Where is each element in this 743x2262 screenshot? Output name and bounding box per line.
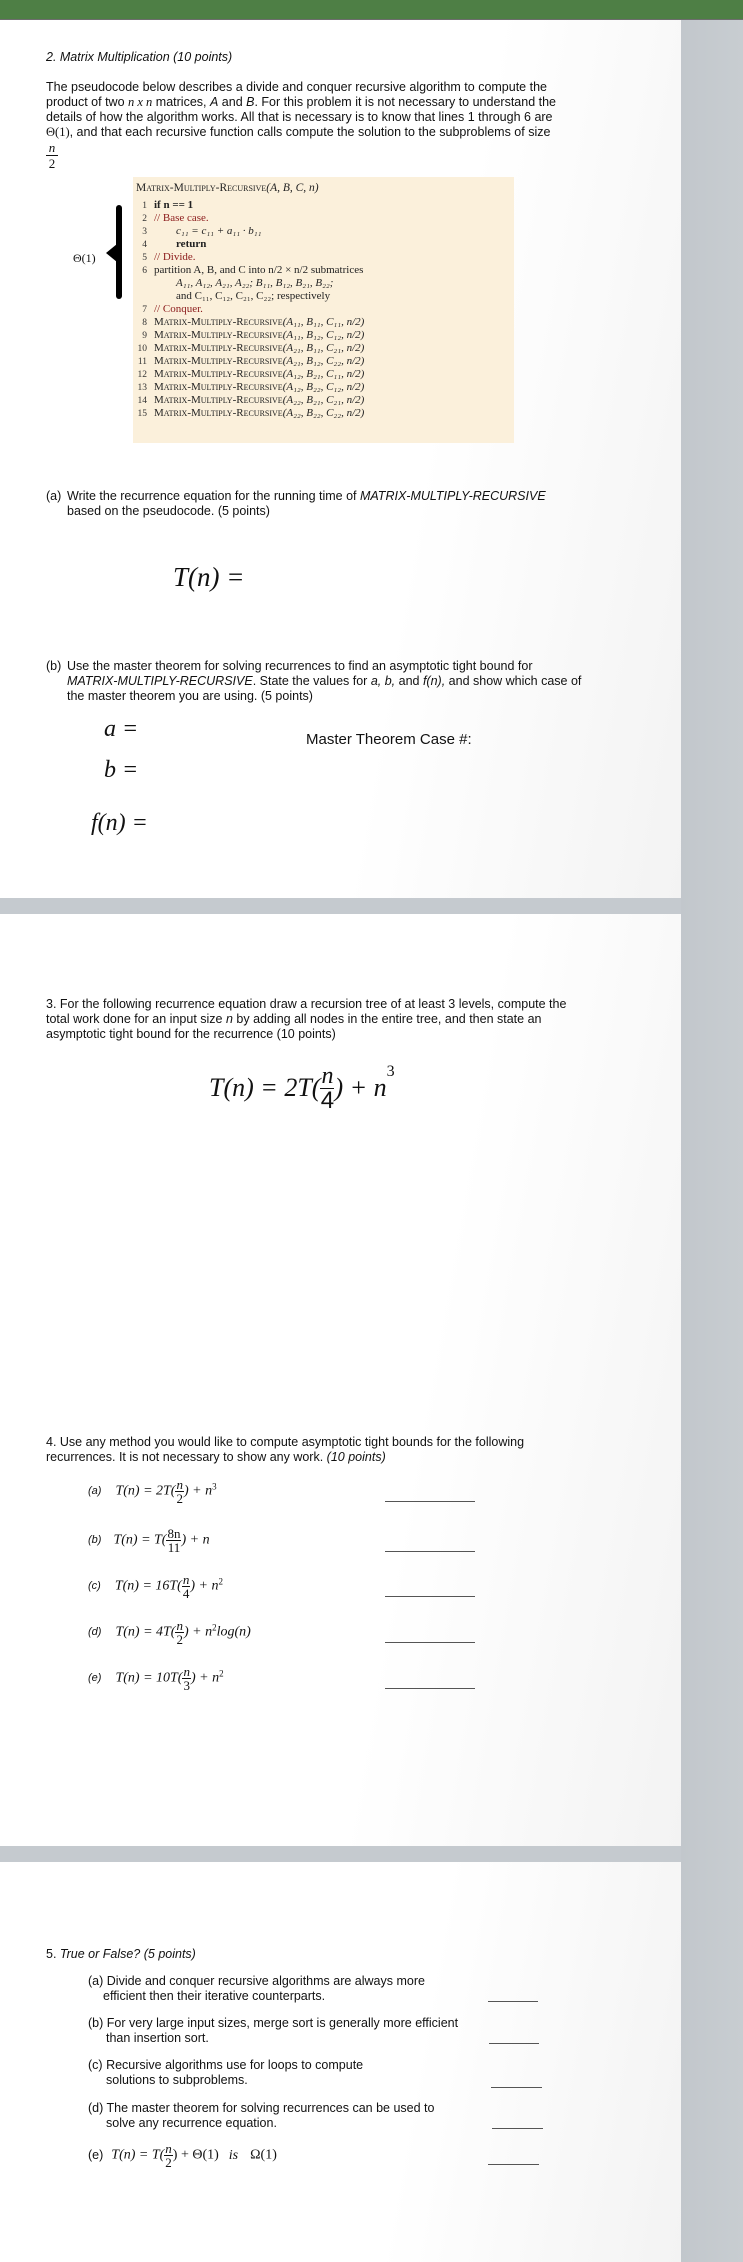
q2b-text: Use the master theorem for solving recurrences to find an asymptotic tight bound for MATRIX-MULTIPLY-RECURSIVE. State the values for a, b, and f(n), and show which case of the master theorem you are using. (5 points) (67, 659, 582, 703)
q5-title: 5. True or False? (5 points) (46, 1947, 196, 1961)
top-bar (0, 0, 743, 20)
q4-answer-blank-c[interactable] (385, 1596, 475, 1597)
side-panel (681, 20, 743, 2262)
code-line-6c: and C₁₁, C₁₂, C₂₁, C₂₂; respectively (176, 290, 331, 302)
q2-intro-line3: details of how the algorithm works. All that is necessary is to know that lines 1 through 6 are (46, 110, 553, 124)
page-1 (0, 20, 681, 898)
q2b-a-eq: a = (104, 716, 139, 742)
q3-text: 3. For the following recurrence equation draw a recursion tree of at least 3 levels, compute the total work done for an input size n by adding all nodes in the entire tree, and then state an asymptotic tight bound for the recurrence (10 points) (46, 997, 567, 1041)
code-title: Matrix-Multiply-Recursive(A, B, C, n) (136, 182, 319, 194)
q2-intro (46, 80, 606, 140)
q5-answer-blank-a[interactable] (488, 2001, 538, 2002)
code-line-1: 1 if n == 1 (142, 199, 194, 211)
q5-item-d: (d) The master theorem for solving recurrences can be used to solve any recurrence equation. (88, 2101, 435, 2130)
q4-answer-blank-e[interactable] (385, 1688, 475, 1689)
q3-equation: T(n) = 2T( $\frac{n}{4}$ ) + $n^3$ (209, 1062, 395, 1114)
master-case-label: Master Theorem Case #: (306, 731, 472, 748)
q2-intro-line4: Θ(1), and that each recursive function calls compute the solution to the subproblems of size (46, 125, 551, 139)
brace-tip-icon (106, 244, 117, 262)
q4-answer-blank-d[interactable] (385, 1642, 475, 1643)
q4-answer-blank-b[interactable] (385, 1551, 475, 1552)
code-line-15: 15 Matrix-Multiply-Recursive(A₂₂, B₂₂, C₂₂, n/2) (137, 407, 365, 419)
theta-label: Θ(1) (73, 251, 96, 265)
q4-item-e: (e) T(n) = 10T( $\frac{n}{3}$ ) + $n^2$ (88, 1664, 224, 1693)
pseudocode-box (133, 177, 514, 443)
code-line-9: 9 Matrix-Multiply-Recursive(A₁₁, B₁₂, C₁₂, n/2) (142, 329, 365, 341)
code-line-7: 7 // Conquer. (142, 303, 203, 315)
q5-item-b: (b) For very large input sizes, merge sort is generally more efficient than insertion sort. (88, 2016, 459, 2045)
q5-answer-blank-b[interactable] (489, 2043, 539, 2044)
q5-item-a: (a) Divide and conquer recursive algorithms are always more efficient then their iterative counterparts. (88, 1974, 425, 2003)
q4-item-a: (a) T(n) = 2T( $\frac{n}{2}$ ) + $n^3$ (88, 1477, 217, 1506)
q2-intro-fraction: n 2 (46, 141, 58, 171)
q2a-text: Write the recurrence equation for the running time of MATRIX-MULTIPLY-RECURSIVE based on the pseudocode. (5 points) (67, 489, 546, 518)
q4-answer-blank-a[interactable] (385, 1501, 475, 1502)
q5-item-e: (e) T(n) = T( $\frac{n}{2}$ ) + Θ(1) is Ω(1) (88, 2141, 277, 2170)
q2-title: 2. Matrix Multiplication (10 points) (46, 50, 233, 64)
q5-answer-blank-d[interactable] (492, 2128, 543, 2129)
q2b-f-eq: f(n) = (91, 810, 148, 836)
code-line-6b: A₁₁, A₁₂, A₂₁, A₂₂; B₁₁, B₁₂, B₂₁, B₂₂; (176, 277, 334, 289)
q4-item-b: (b) T(n) = T( $\frac{8n}{11}$ ) + n (88, 1526, 210, 1555)
code-line-2: 2 // Base case. (142, 212, 209, 224)
code-line-6: 6 partition A, B, and C into n/2 × n/2 submatrices (142, 264, 364, 276)
q5-item-c: (c) Recursive algorithms use for loops to compute solutions to subproblems. (88, 2058, 364, 2087)
code-line-8: 8 Matrix-Multiply-Recursive(A₁₁, B₁₁, C₁₁, n/2) (142, 316, 365, 328)
code-line-4: 4 return (142, 238, 207, 250)
page-separator (0, 898, 681, 914)
code-line-3: 3 c₁₁ = c₁₁ + a₁₁ · b₁₁ (142, 225, 262, 237)
q5-answer-blank-e[interactable] (488, 2164, 539, 2165)
q2-intro-line1: The pseudocode below describes a divide and conquer recursive algorithm to compute the (46, 80, 547, 94)
code-line-12: 12 Matrix-Multiply-Recursive(A₁₂, B₂₁, C₁₁, n/2) (137, 368, 365, 380)
q2b-label: (b) (46, 659, 62, 673)
q5-answer-blank-c[interactable] (491, 2087, 542, 2088)
q4-item-d: (d) T(n) = 4T( $\frac{n}{2}$ ) + $n^2\log(n)$ (88, 1618, 251, 1647)
q2-intro-line2: product of two n x n matrices, A and B. For this problem it is not necessary to understand the (46, 95, 557, 109)
q2a-equation: T(n) = (173, 562, 245, 592)
q2b-b-eq: b = (104, 757, 139, 783)
page-separator (0, 1846, 681, 1862)
code-line-14: 14 Matrix-Multiply-Recursive(A₂₂, B₂₁, C₂₁, n/2) (137, 394, 365, 406)
q4-text: 4. Use any method you would like to compute asymptotic tight bounds for the following recurrences. It is not necessary to show any work. (10 points) (46, 1435, 525, 1464)
q2a-label: (a) (46, 489, 62, 503)
code-line-5: 5 // Divide. (142, 251, 196, 263)
code-line-13: 13 Matrix-Multiply-Recursive(A₁₂, B₂₂, C₁₂, n/2) (137, 381, 365, 393)
page-2 (0, 914, 681, 1846)
code-line-11: 11 Matrix-Multiply-Recursive(A₂₁, B₁₂, C₂₂, n/2) (137, 355, 365, 367)
q4-item-c: (c) T(n) = 16T( $\frac{n}{4}$ ) + $n^2$ (88, 1572, 223, 1601)
code-line-10: 10 Matrix-Multiply-Recursive(A₂₁, B₁₁, C₂₁, n/2) (137, 342, 365, 354)
